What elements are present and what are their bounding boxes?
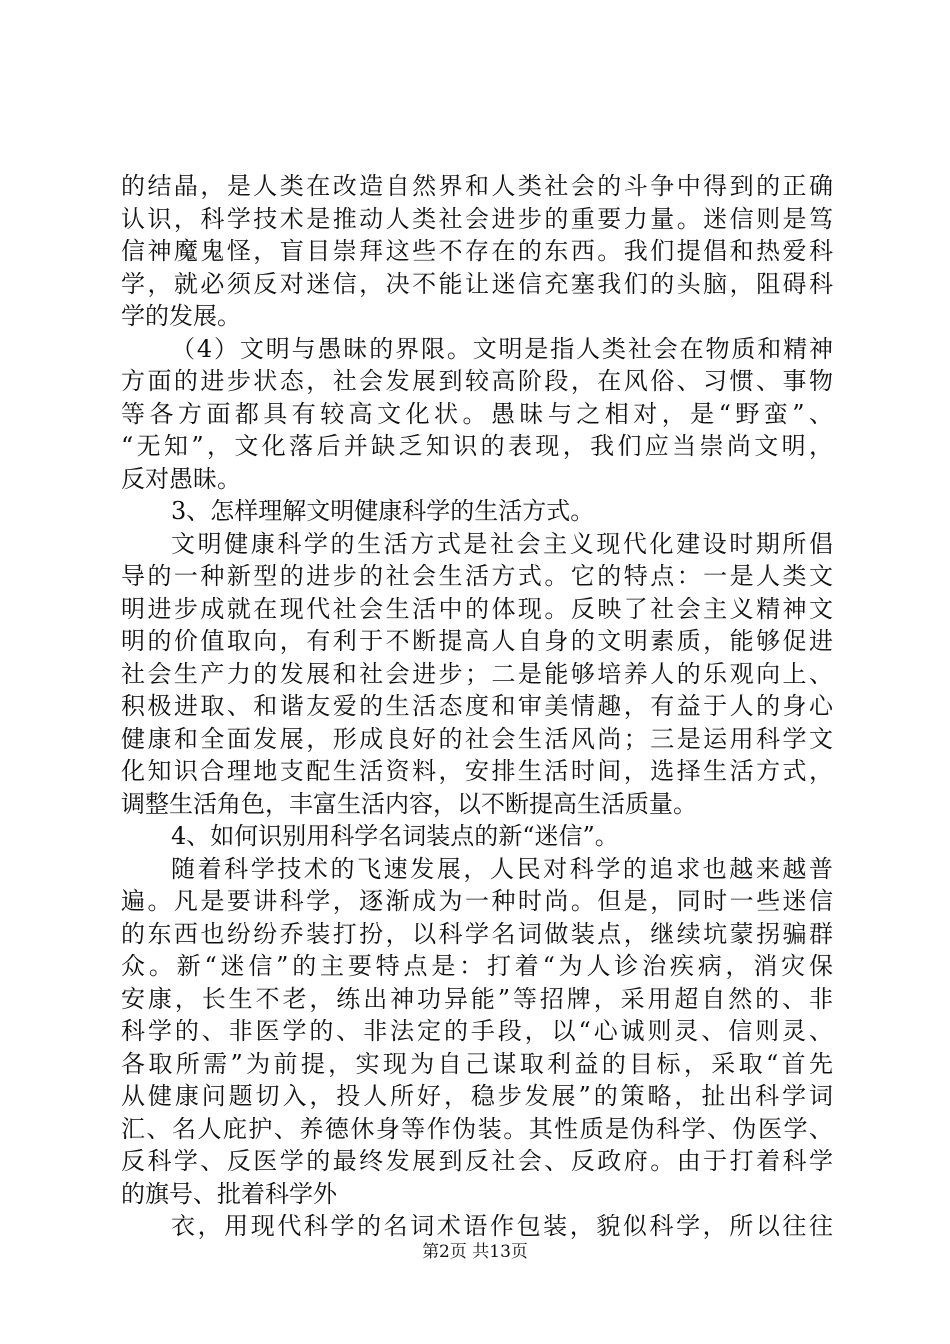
text-line: 的东西也纷纷乔装打扮，以科学名词做装点，继续坑蒙拐骗群: [121, 919, 833, 948]
text-line: 文明健康科学的生活方式是社会主义现代化建设时期所倡: [171, 529, 833, 558]
text-line: 明进步成就在现代社会生活中的体现。反映了社会主义精神文: [121, 594, 833, 623]
text-line: 4、如何识别用科学名词装点的新“迷信”。: [171, 822, 619, 850]
section-heading-4: [121, 820, 833, 853]
text-line: 导的一种新型的进步的社会生活方式。它的特点：一是人类文: [121, 562, 833, 590]
text-line: 积极进取、和谐友爱的生活态度和审美情趣，有益于人的身心: [121, 692, 833, 720]
paragraph-healthy-lifestyle: [121, 528, 833, 821]
text-line: 化知识合理地支配生活资料，安排生活时间，选择生活方式，: [121, 757, 833, 785]
paragraph-civilization-vs-ignorance: [121, 333, 833, 496]
text-line: 各取所需”为前提，实现为自己谋取利益的目标，采取“首先: [121, 1049, 833, 1078]
text-line: 明的价值取向，有利于不断提高人自身的文明素质，能够促进: [121, 627, 833, 655]
document-body: [121, 170, 833, 1243]
text-line: 等各方面都具有较高文化状。愚昧与之相对，是“野蛮”、: [121, 399, 833, 428]
text-line: 从健康问题切入，投人所好，稳步发展”的策略，扯出科学词: [121, 1082, 833, 1110]
text-line: 方面的进步状态，社会发展到较高阶段，在风俗、习惯、事物: [121, 367, 833, 395]
text-line: 反科学、反医学的最终发展到反社会、反政府。由于打着科学: [121, 1147, 833, 1175]
section-heading-3: [121, 495, 833, 528]
text-line: 3、怎样理解文明健康科学的生活方式。: [171, 497, 595, 525]
text-line: 健康和全面发展，形成良好的社会生活风尚；三是运用科学文: [121, 724, 833, 753]
text-line: 学，就必须反对迷信，决不能让迷信充塞我们的头脑，阻碍科: [121, 269, 833, 298]
text-line: “无知”，文化落后并缺乏知识的表现，我们应当崇尚文明，: [121, 432, 833, 460]
text-line: 反对愚昧。: [121, 464, 241, 493]
text-line: 认识，科学技术是推动人类社会进步的重要力量。迷信则是笃: [121, 204, 833, 233]
paragraph-new-superstition: [121, 853, 833, 1211]
text-line: 遍。凡是要讲科学，逐渐成为一种时尚。但是，同时一些迷信: [121, 887, 833, 915]
text-line: 信神魔鬼怪，盲目崇拜这些不存在的东西。我们提倡和热爱科: [121, 237, 833, 265]
text-line: 学的发展。: [121, 302, 241, 330]
text-line: 众。新“迷信”的主要特点是：打着“为人诊治疾病，消灾保: [121, 952, 833, 980]
text-line: （4）文明与愚昧的界限。文明是指人类社会在物质和精神: [171, 334, 833, 363]
text-line: 汇、名人庇护、养德休身等作伪装。其性质是伪科学、伪医学、: [121, 1114, 833, 1143]
text-line: 的结晶，是人类在改造自然界和人类社会的斗争中得到的正确: [121, 172, 833, 200]
text-line: 安康，长生不老，练出神功异能”等招牌，采用超自然的、非: [121, 984, 833, 1013]
text-line: 衣，用现代科学的名词术语作包装，貌似科学，所以往往: [171, 1212, 833, 1240]
text-line: 社会生产力的发展和社会进步；二是能够培养人的乐观向上、: [121, 659, 833, 688]
text-line: 随着科学技术的飞速发展，人民对科学的追求也越来越普: [171, 854, 833, 883]
page-number-footer: 第2页 共13页: [422, 1242, 528, 1262]
text-line: 调整生活角色，丰富生活内容，以不断提高生活质量。: [121, 789, 697, 818]
paragraph-continuation: [121, 1210, 833, 1243]
paragraph-science-vs-superstition: [121, 170, 833, 333]
text-line: 的旗号、批着科学外: [121, 1179, 337, 1208]
text-line: 科学的、非医学的、非法定的手段，以“心诚则灵、信则灵、: [121, 1017, 833, 1045]
